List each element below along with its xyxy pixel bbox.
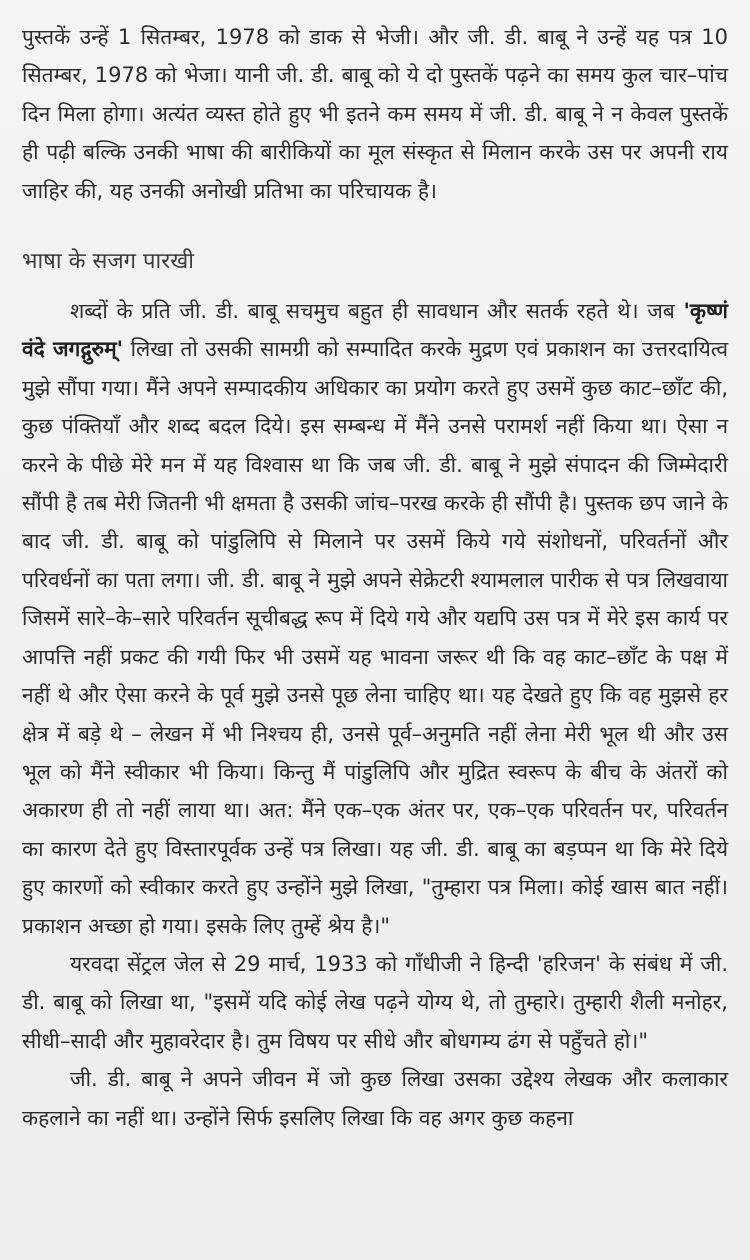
section-heading: भाषा के सजग पारखी [22,249,194,275]
paragraph-writing-purpose: जी. डी. बाबू ने अपने जीवन में जो कुछ लिखा उसका उद्देश्य लेखक और कलाकार कहलाने का नहीं था। उन्होंने सिर्फ इसलिए लिखा कि वह अगर कुछ कहना [22,1067,728,1130]
paragraph-text-start: शब्दों के प्रति जी. डी. बाबू सचमुच बहुत ही सावधान और सतर्क रहते थे। जब [70,299,684,324]
paragraph-language-critic [22,292,728,945]
book-title: 'कृष्णं वंदे जगद्गुरुम्' [22,299,728,362]
paragraph-intro: पुस्तकें उन्हें 1 सितम्बर, 1978 को डाक से भेजी। और जी. डी. बाबू ने उन्हें यह पत्र 10 सितम्बर, 1978 को भेजा। यानी जी. डी. बाबू को ये दो पुस्तकें पढ़ने का समय कुल चार–पांच दिन मिला होगा। अत्यंत व्यस्त होते हुए भी इतने कम समय में जी. डी. बाबू ने न केवल पुस्तकें ही पढ़ी बल्कि उनकी भाषा की बारीकियों का मूल संस्कृत से मिलान करके उस पर अपनी राय जाहिर की, यह उनकी अनोखी प्रतिभा का परिचायक है। [22,25,728,203]
paragraph-text-rest: लिखा तो उसकी सामग्री को सम्पादित करके मुद्रण एवं प्रकाशन का उत्तरदायित्व मुझे सौंपा गया। मैंने अपने सम्पादकीय अधिकार का प्रयोग करते हुए उसमें कुछ काट–छाँट की, कुछ पंक्तियाँ और शब्द बदल दिये। इस सम्बन्ध में मैंने उनसे परामर्श नहीं किया था। ऐसा न करने के पीछे मेरे मन में यह विश्वास था कि जब जी. डी. बाबू ने मुझे संपादन की जिम्मेदारी सौंपी है तब मेरी जितनी भी क्षमता है उसकी जांच–परख करके ही सौंपी है। पुस्तक छप जाने के बाद जी. डी. बाबू को पांडुलिपि से मिलाने पर उसमें किये गये संशोधनों, परिवर्तनों और परिवर्धनों का पता लगा। जी. डी. बाबू ने मुझे अपने सेक्रेटरी श्यामलाल पारीक से पत्र लिखवाया जिसमें सारे–के–सारे परिवर्तन सूचीबद्ध रूप में दिये गये और यद्यपि उस पत्र में मेरे इस कार्य पर आपत्ति नहीं प्रकट की गयी फिर भी उसमें यह भावना जरूर थी कि वह काट–छाँट के पक्ष में नहीं थे और ऐसा करने के पूर्व मुझे उनसे पूछ लेना चाहिए था। यह देखते हुए कि वह मुझसे हर क्षेत्र में बड़े थे – लेखन में भी निश्चय ही, उनसे पूर्व–अनुमति नहीं लेना मेरी भूल थी और उस भूल को मैंने स्वीकार भी किया। किन्तु मैं पांडुलिपि और मुद्रित स्वरूप के बीच के अंतरों को अकारण ही तो नहीं लाया था। अत: मैंने एक–एक अंतर पर, एक–एक परिवर्तन पर, परिवर्तन का कारण देते हुए विस्तारपूर्वक उन्हें पत्र लिखा। यह जी. डी. बाबू का बड़प्पन था कि मेरे दिये हुए कारणों को स्वीकार करते हुए उन्होंने मुझे लिखा, "तुम्हारा पत्र मिला। कोई खास बात नहीं। प्रकाशन अच्छा हो गया। इसके लिए तुम्हें श्रेय है।" [22,337,729,938]
paragraph-gandhi-letter: यरवदा सेंट्रल जेल से 29 मार्च, 1933 को गाँधीजी ने हिन्दी 'हरिजन' के संबंध में जी. डी. बाबू को लिखा था, "इसमें यदि कोई लेख पढ़ने योग्य थे, तो तुम्हारे। तुम्हारी शैली मनोहर, सीधी–सादी और मुहावरेदार है। तुम विषय पर सीधे और बोधगम्य ढंग से पहुँचते हो।" [22,951,728,1053]
